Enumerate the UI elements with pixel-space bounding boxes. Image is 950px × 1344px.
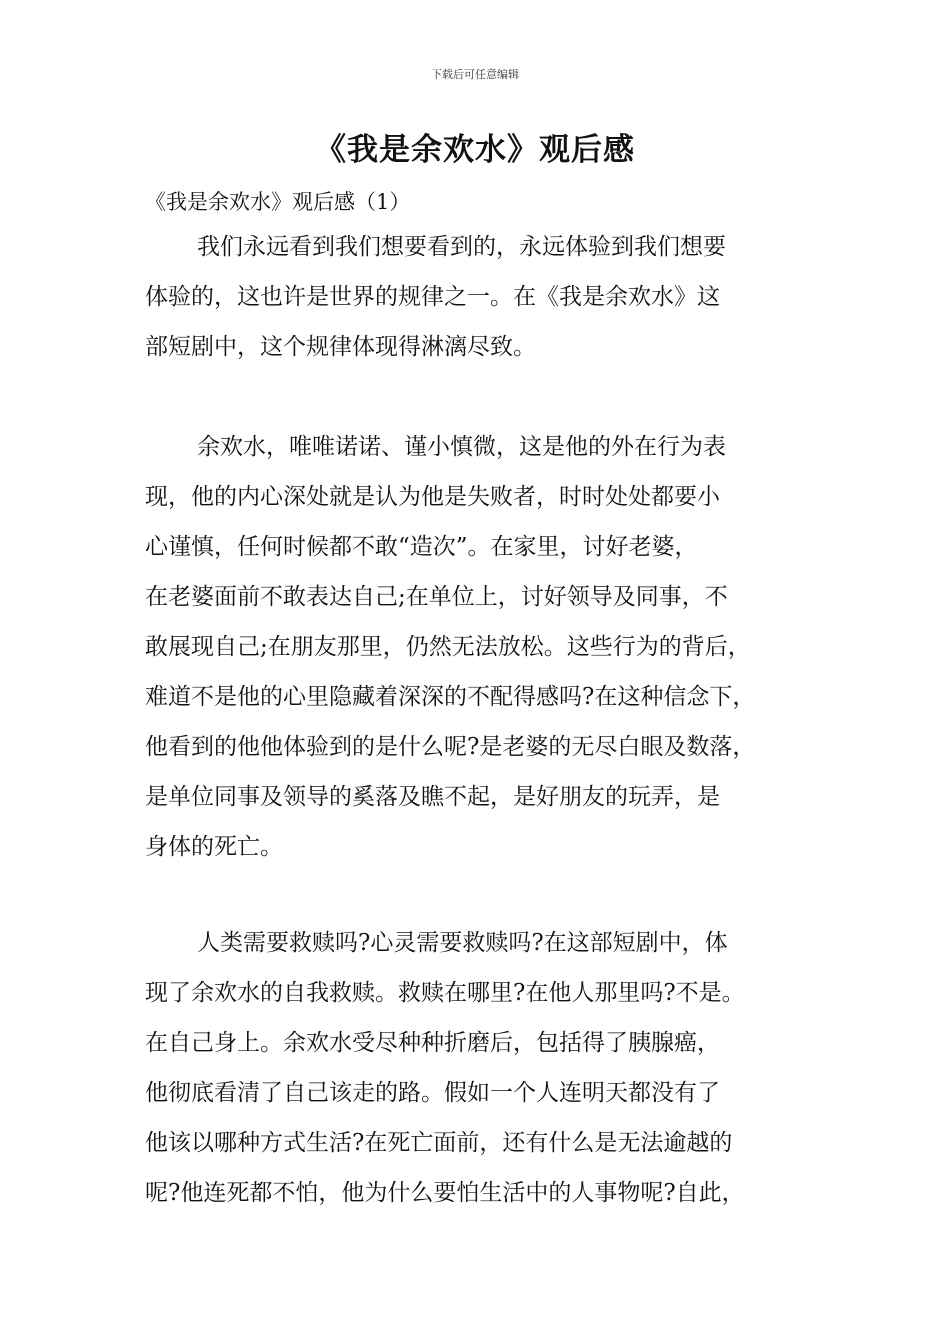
paragraph-line: 他彻底看清了自己该走的路。假如一个人连明天都没有了 [145,1080,720,1106]
paragraph-3 [145,918,825,1218]
paragraph-2 [145,422,825,872]
paragraph-line: 身体的死亡。 [145,834,283,860]
paragraph-line: 现，他的内心深处就是认为他是失败者，时时处处都要小 [145,484,720,510]
paragraph-line: 是单位同事及领导的奚落及瞧不起，是好朋友的玩弄，是 [145,784,720,810]
paragraph-line: 呢?他连死都不怕，他为什么要怕生活中的人事物呢?自此， [145,1180,745,1206]
paragraph-line: 心谨慎，任何时候都不敢“造次”。在家里，讨好老婆， [145,534,698,560]
paragraph-line: 他该以哪种方式生活?在死亡面前，还有什么是无法逾越的 [145,1130,733,1156]
document-title: 《我是余欢水》观后感 [315,132,635,168]
header-note: 下载后可任意编辑 [431,68,519,81]
paragraph-line: 部短剧中，这个规律体现得淋漓尽致。 [145,334,536,360]
paragraph-line: 现了余欢水的自我救赎。救赎在哪里?在他人那里吗?不是。 [145,980,745,1006]
paragraph-line: 敢展现自己;在朋友那里，仍然无法放松。这些行为的背后， [145,634,751,660]
paragraph-line: 人类需要救赎吗?心灵需要救赎吗?在这部短剧中，体 [197,930,728,956]
paragraph-line: 难道不是他的心里隐藏着深深的不配得感吗?在这种信念下， [145,684,756,710]
paragraph-1 [145,222,825,372]
paragraph-line: 他看到的他他体验到的是什么呢?是老婆的无尽白眼及数落， [145,734,756,760]
document-subtitle: 《我是余欢水》观后感（1） [145,190,411,214]
paragraph-line: 体验的，这也许是世界的规律之一。在《我是余欢水》这 [145,284,720,310]
paragraph-line: 在老婆面前不敢表达自己;在单位上，讨好领导及同事，不 [145,584,728,610]
paragraph-line: 在自己身上。余欢水受尽种种折磨后，包括得了胰腺癌， [145,1030,720,1056]
paragraph-line: 我们永远看到我们想要看到的，永远体验到我们想要 [197,234,726,260]
paragraph-line: 余欢水，唯唯诺诺、谨小慎微，这是他的外在行为表 [197,434,726,460]
